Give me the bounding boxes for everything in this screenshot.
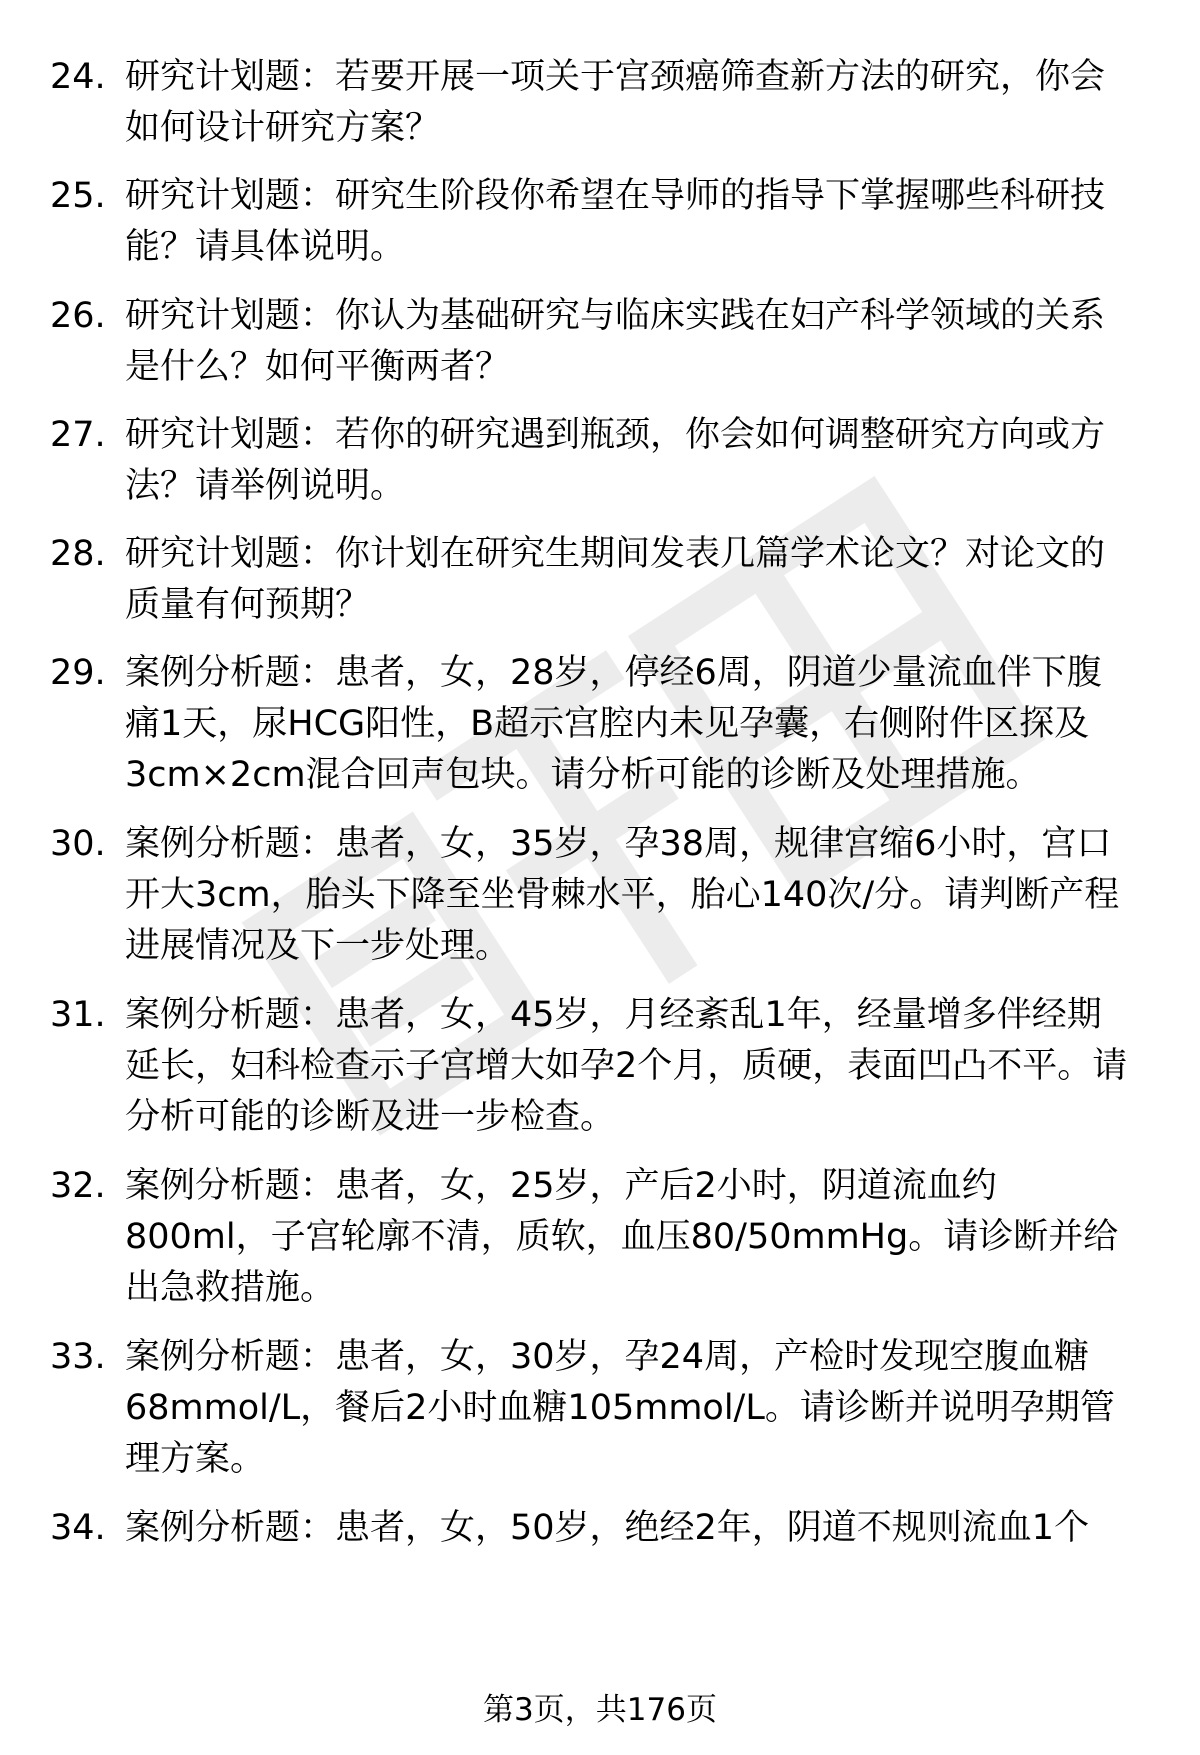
question-number: 25. bbox=[50, 176, 106, 216]
question-line: 痛1天，尿HCG阳性，B超示宫腔内未见孕囊，右侧附件区探及 bbox=[125, 704, 1090, 744]
question-line: 出急救措施。 bbox=[125, 1268, 336, 1308]
question-line: 案例分析题：患者，女，50岁，绝经2年，阴道不规则流血1个 bbox=[125, 1508, 1090, 1548]
question-line: 开大3cm，胎头下降至坐骨棘水平，胎心140次/分。请判断产程 bbox=[125, 875, 1120, 915]
question-line: 研究计划题：你认为基础研究与临床实践在妇产科学领域的关系 bbox=[125, 296, 1106, 336]
question-line: 案例分析题：患者，女，35岁，孕38周，规律宫缩6小时，宫口 bbox=[125, 824, 1112, 864]
question-line: 进展情况及下一步处理。 bbox=[125, 926, 511, 966]
question-number: 33. bbox=[50, 1337, 106, 1377]
question-item bbox=[50, 1161, 1160, 1314]
question-item bbox=[50, 410, 1160, 512]
question-line: 分析可能的诊断及进一步检查。 bbox=[125, 1097, 616, 1137]
question-item bbox=[50, 990, 1160, 1143]
question-line: 案例分析题：患者，女，28岁，停经6周，阴道少量流血伴下腹 bbox=[125, 653, 1102, 693]
question-number: 31. bbox=[50, 995, 106, 1035]
question-text bbox=[125, 1503, 1160, 1554]
question-text bbox=[125, 291, 1160, 393]
question-line: 68mmol/L，餐后2小时血糖105mmol/L。请诊断并说明孕期管 bbox=[125, 1388, 1115, 1428]
question-text bbox=[125, 529, 1160, 631]
question-item bbox=[50, 648, 1160, 801]
question-item bbox=[50, 52, 1160, 154]
question-item bbox=[50, 171, 1160, 273]
question-line: 案例分析题：患者，女，25岁，产后2小时，阴道流血约 bbox=[125, 1166, 997, 1206]
question-number: 29. bbox=[50, 653, 106, 693]
question-number: 27. bbox=[50, 415, 106, 455]
question-item bbox=[50, 1503, 1160, 1554]
question-text bbox=[125, 819, 1160, 972]
question-line: 案例分析题：患者，女，45岁，月经紊乱1年，经量增多伴经期 bbox=[125, 995, 1102, 1035]
question-line: 研究计划题：你计划在研究生期间发表几篇学术论文？对论文的 bbox=[125, 534, 1106, 574]
question-number: 28. bbox=[50, 534, 106, 574]
question-line: 3cm×2cm混合回声包块。请分析可能的诊断及处理措施。 bbox=[125, 755, 1041, 795]
question-line: 800ml，子宫轮廓不清，质软，血压80/50mmHg。请诊断并给 bbox=[125, 1217, 1119, 1257]
question-text bbox=[125, 990, 1160, 1143]
question-text bbox=[125, 52, 1160, 154]
question-line: 研究计划题：若你的研究遇到瓶颈，你会如何调整研究方向或方 bbox=[125, 415, 1106, 455]
question-line: 是什么？如何平衡两者？ bbox=[125, 347, 511, 387]
question-line: 如何设计研究方案？ bbox=[125, 108, 441, 148]
question-number: 30. bbox=[50, 824, 106, 864]
question-text bbox=[125, 648, 1160, 801]
question-line: 质量有何预期？ bbox=[125, 585, 371, 625]
question-line: 案例分析题：患者，女，30岁，孕24周，产检时发现空腹血糖 bbox=[125, 1337, 1090, 1377]
question-number: 32. bbox=[50, 1166, 106, 1206]
question-text bbox=[125, 410, 1160, 512]
question-line: 能？请具体说明。 bbox=[125, 227, 406, 267]
question-item bbox=[50, 529, 1160, 631]
question-item bbox=[50, 819, 1160, 972]
question-line: 法？请举例说明。 bbox=[125, 466, 406, 506]
question-number: 24. bbox=[50, 57, 106, 97]
question-text bbox=[125, 1332, 1160, 1485]
question-line: 研究计划题：若要开展一项关于宫颈癌筛查新方法的研究，你会 bbox=[125, 57, 1106, 97]
question-item bbox=[50, 1332, 1160, 1485]
question-line: 研究计划题：研究生阶段你希望在导师的指导下掌握哪些科研技 bbox=[125, 176, 1106, 216]
question-list bbox=[50, 52, 1160, 1554]
question-line: 理方案。 bbox=[125, 1439, 266, 1479]
question-number: 26. bbox=[50, 296, 106, 336]
page-footer: 第3页，共176页 bbox=[483, 1692, 717, 1728]
question-number: 34. bbox=[50, 1508, 106, 1548]
question-item bbox=[50, 291, 1160, 393]
question-line: 延长，妇科检查示子宫增大如孕2个月，质硬，表面凹凸不平。请 bbox=[125, 1046, 1128, 1086]
question-text bbox=[125, 1161, 1160, 1314]
question-text bbox=[125, 171, 1160, 273]
